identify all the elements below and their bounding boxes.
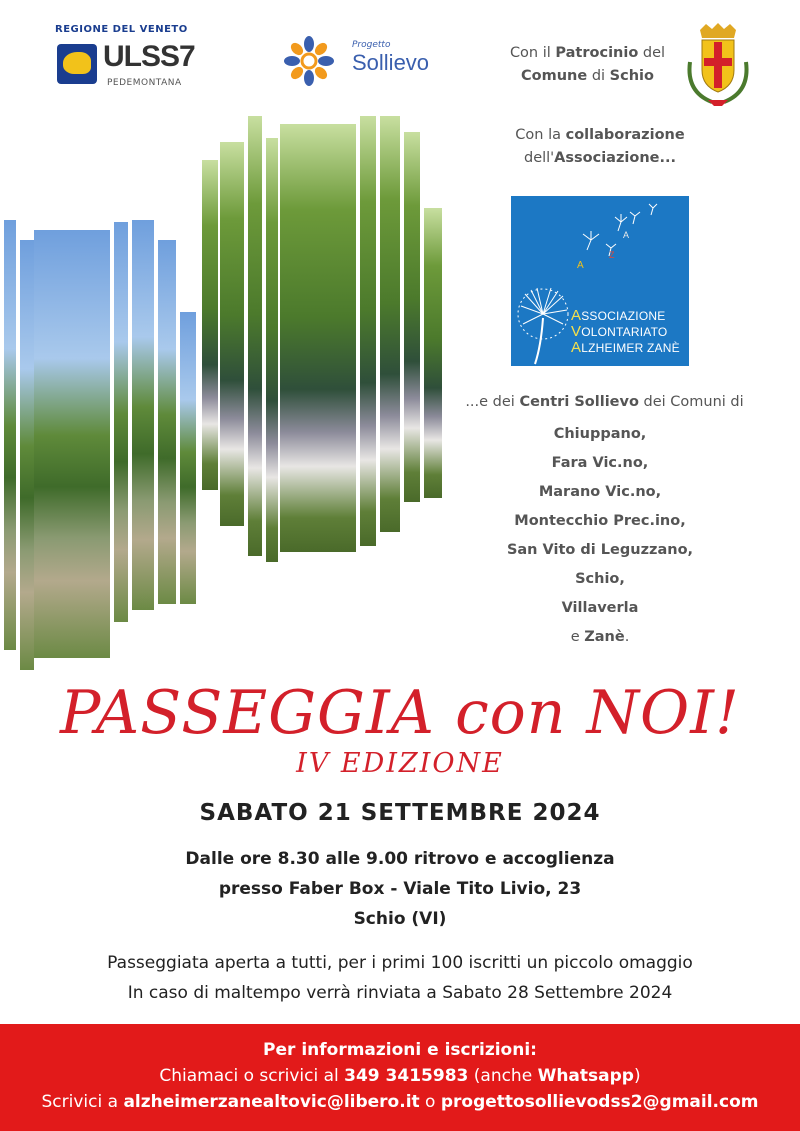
ulss-sub: PEDEMONTANA <box>107 78 182 88</box>
info-footer <box>0 1024 800 1131</box>
photo-strip <box>4 220 16 650</box>
patrocinio-t1: Con il <box>509 45 556 61</box>
associazione-name <box>571 308 680 356</box>
photo-strip <box>266 138 278 562</box>
footer-l2a: Chiamaci o scrivici al <box>159 1066 345 1086</box>
assoc-cap-1: A <box>571 307 582 324</box>
collab-t2: collaborazione <box>565 127 685 143</box>
centri-intro-b: Centri Sollievo <box>519 394 639 410</box>
whatsapp-label: Whatsapp <box>537 1066 634 1086</box>
assoc-cap-2: V <box>571 323 582 340</box>
patrocinio-text <box>500 42 675 88</box>
comune-item: San Vito di Leguzzano, <box>506 542 694 558</box>
footer-title: Per informazioni e iscrizioni: <box>263 1040 537 1060</box>
svg-text:Z: Z <box>609 250 615 260</box>
collaborazione-text <box>500 124 700 170</box>
footer-l3a: Scrivici a <box>41 1092 124 1112</box>
associazione-alzheimer-logo <box>511 196 689 366</box>
photo-collage <box>0 0 450 680</box>
photo-strip <box>248 116 262 556</box>
patrocinio-t4: Comune <box>521 68 588 84</box>
detail-line: Dalle ore 8.30 alle 9.00 ritrovo e accoglienza <box>185 849 615 869</box>
photo-strip <box>424 208 442 498</box>
photo-strip <box>220 142 244 526</box>
ulss-region-text: REGIONE DEL VENETO <box>55 24 188 35</box>
comune-item: Fara Vic.no, <box>551 455 649 471</box>
schio-crest-icon <box>682 22 754 108</box>
footer-phone-line <box>0 1066 800 1086</box>
footer-email-line <box>0 1092 800 1112</box>
footer-l2b: (anche <box>468 1066 538 1086</box>
footer-l3b: o <box>419 1092 441 1112</box>
phone-number[interactable]: 349 3415983 <box>344 1066 469 1086</box>
patrocinio-t2: Patrocinio <box>555 45 639 61</box>
centri-intro-c: dei Comuni di <box>638 394 744 410</box>
comune-item: Chiuppano, <box>553 426 647 442</box>
event-details <box>0 844 800 934</box>
photo-strip <box>180 312 196 604</box>
comuni-list <box>480 420 720 652</box>
note-line: In caso di maltempo verrà rinviata a Sabato 28 Settembre 2024 <box>127 983 673 1003</box>
event-title: PASSEGGIA con NOI! <box>59 678 741 748</box>
svg-text:A: A <box>577 260 584 271</box>
photo-strip <box>20 240 34 670</box>
photo-strip <box>158 240 176 604</box>
patrocinio-t6: Schio <box>609 68 654 84</box>
sollievo-pre: Progetto <box>352 40 391 50</box>
last-b: Zanè <box>584 629 625 645</box>
email-link-2[interactable]: progettosollievodss2@gmail.com <box>440 1092 759 1112</box>
photo-strip <box>280 124 356 552</box>
comune-item: Marano Vic.no, <box>538 484 662 500</box>
last-a: e <box>570 629 585 645</box>
event-notes <box>0 948 800 1008</box>
centri-intro-a: ...e dei <box>465 394 520 410</box>
collab-t4: Associazione... <box>554 150 677 166</box>
ulss-name: ULSS7 <box>103 40 195 73</box>
comune-item-last <box>480 623 720 652</box>
detail-line: presso Faber Box - Viale Tito Livio, 23 <box>218 879 582 899</box>
event-date: SABATO 21 SETTEMBRE 2024 <box>199 800 601 826</box>
photo-strip <box>380 116 400 532</box>
assoc-line-1: SSOCIAZIONE <box>581 309 666 323</box>
centri-intro <box>452 394 757 410</box>
photo-strip <box>360 116 376 546</box>
patrocinio-t5: di <box>587 68 610 84</box>
comune-item: Villaverla <box>561 600 639 616</box>
svg-text:A: A <box>623 230 630 240</box>
photo-strip <box>202 160 218 490</box>
patrocinio-t3: del <box>638 45 666 61</box>
photo-strip <box>34 230 110 658</box>
footer-l2c: ) <box>633 1066 641 1086</box>
assoc-line-2: OLONTARIATO <box>581 325 668 339</box>
photo-strip <box>114 222 128 622</box>
collab-t3: dell' <box>523 150 555 166</box>
assoc-line-3: LZHEIMER ZANÈ <box>581 341 680 355</box>
photo-strip <box>132 220 154 610</box>
email-link-1[interactable]: alzheimerzanealtovic@libero.it <box>123 1092 420 1112</box>
assoc-cap-3: A <box>571 339 582 356</box>
sollievo-name: Sollievo <box>352 50 430 75</box>
comune-item: Montecchio Prec.ino, <box>514 513 686 529</box>
comune-item: Schio, <box>575 571 625 587</box>
detail-line: Schio (VI) <box>353 909 447 929</box>
note-line: Passeggiata aperta a tutti, per i primi 100 iscritti un piccolo omaggio <box>107 953 693 973</box>
collab-t1: Con la <box>515 127 566 143</box>
event-edition: IV EDIZIONE <box>296 748 504 779</box>
photo-strip <box>404 132 420 502</box>
last-c: . <box>624 629 630 645</box>
